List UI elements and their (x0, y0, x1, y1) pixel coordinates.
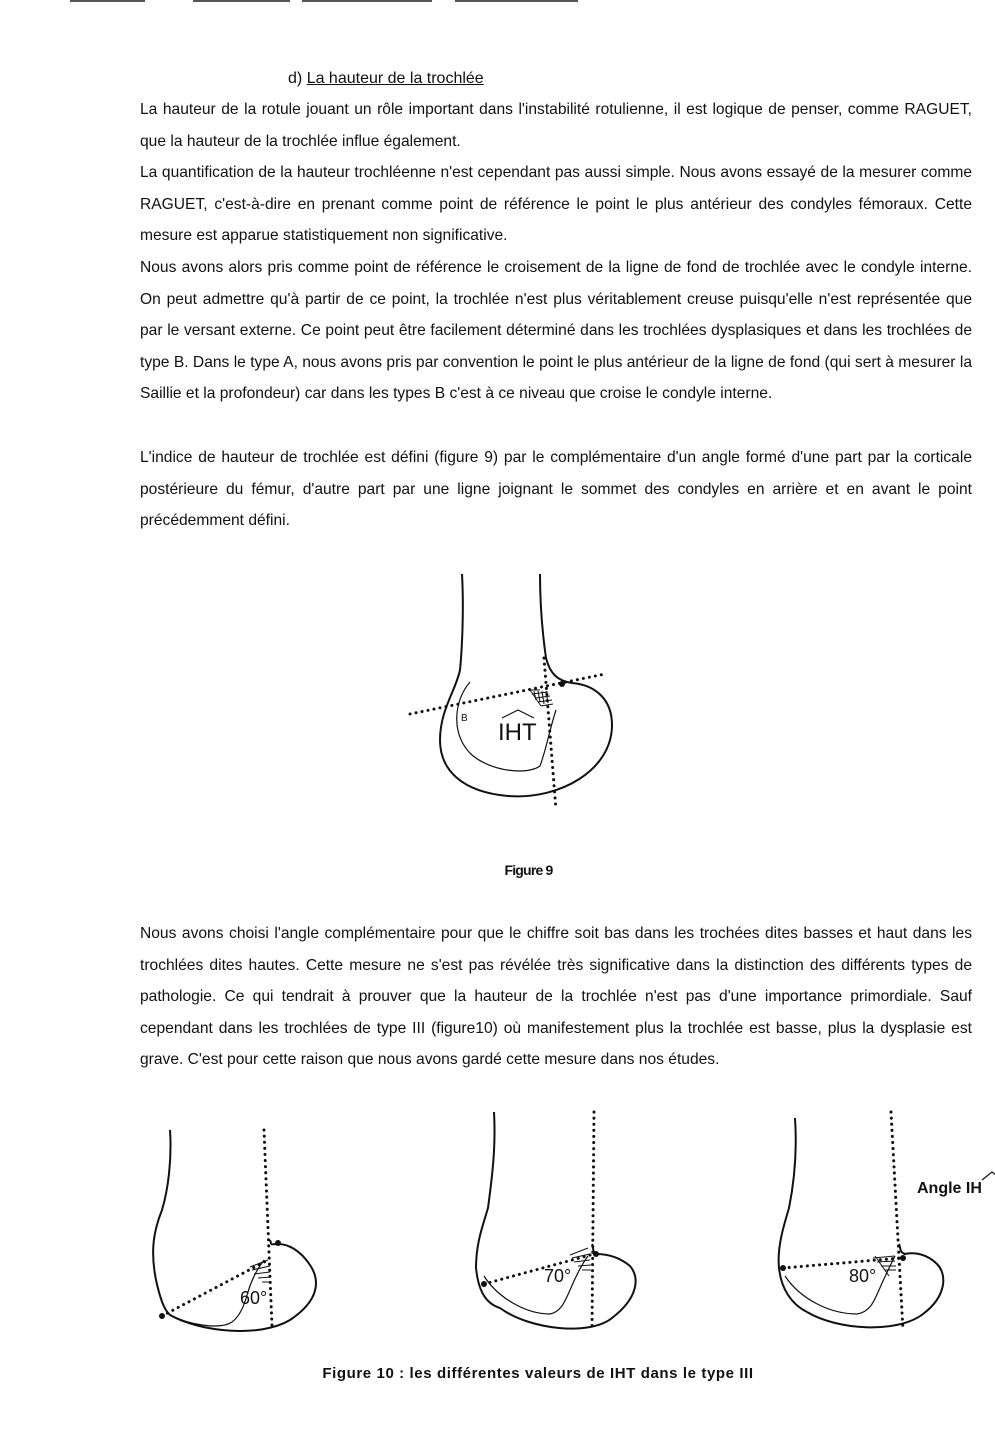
figure-9-caption: Figure 9 (504, 862, 553, 878)
cortical-dotted-line (410, 674, 605, 714)
top-rule-4 (455, 0, 578, 2)
angle-label-hat (980, 1170, 995, 1182)
figure-9-label-iht: IHT (498, 719, 537, 746)
figure-10-diagram-70 (460, 1108, 650, 1348)
paragraph-3: Nous avons alors pris comme point de référence le croisement de la ligne de fond de trochlée avec le condyle interne. On peut admettre qu'à partir de ce point, la trochlée n'est plus véritablement creuse puisqu'elle n'est représentée que par le versant externe. Ce point peut être facilement déterminé dans les trochlées dysplasiques et dans les trochlées de type B. Dans le type A, nous avons pris par convention le point le plus antérieur de la ligne de fond (qui sert à mesurer la Saillie et la profondeur) car dans les types B c'est à ce niveau que croise le condyle interne. (140, 259, 972, 403)
figure-10-caption: Figure 10 : les différentes valeurs de IHT dans le type III (322, 1365, 754, 1382)
figure-10-diagram-60 (140, 1120, 330, 1350)
top-rule-1 (70, 0, 145, 2)
figure-10-diagram-80 (765, 1108, 955, 1348)
paragraph-5: Nous avons choisi l'angle complémentaire pour que le chiffre soit bas dans les trochées dites basses et haut dans les trochlées dites hautes. Cette mesure ne s'est pas révélée très significative dans la distinction des différents types de pathologie. Ce qui tendrait à prouver que la hauteur de la trochlée n'est pas d'une importance primordiale. Sauf cependant dans les trochlées de type III (figure10) où manifestement plus la trochlée est basse, plus la dysplasie est grave. C'est pour cette raison que nous avons gardé cette mesure dans nos études. (140, 925, 972, 1069)
figure-9-label-b: B (461, 713, 468, 724)
hatched-angle (530, 690, 553, 706)
femur-condyle-outline (440, 574, 612, 796)
angle-value-70: 70° (544, 1266, 572, 1286)
paragraph-1: La hauteur de la rotule jouant un rôle important dans l'instabilité rotulienne, il est logique de penser, comme RAGUET, que la hauteur de la trochlée influe également. (140, 101, 972, 150)
top-rule-3 (302, 0, 432, 2)
top-rule-2 (193, 0, 290, 2)
paragraph-4: L'indice de hauteur de trochlée est défini (figure 9) par le complémentaire d'un angle formé d'une part par la corticale postérieure du fémur, d'autre part par une ligne joignant le sommet des condyles en arrière et en avant le point précédemment défini. (140, 449, 972, 530)
angle-value-60: 60° (240, 1288, 268, 1308)
section-title: La hauteur de la trochlée (306, 70, 484, 87)
trochlea-ground-dotted-line (544, 658, 556, 810)
angle-value-80: 80° (849, 1266, 877, 1286)
paragraph-2: La quantification de la hauteur trochléenne n'est cependant pas aussi simple. Nous avons essayé de la mesurer comme RAGUET, c'est-à-dire en prenant comme point de référence le point le plus antérieur des condyles fémoraux. Cette mesure est apparue statistiquement non significative. (140, 164, 972, 245)
reference-point (559, 681, 565, 687)
angle-iht-label: Angle IH (917, 1180, 982, 1197)
angle-hat (502, 710, 534, 718)
section-letter: d) (288, 70, 303, 87)
figure-9-diagram (400, 570, 620, 820)
section-heading (288, 70, 484, 88)
femur-shaft-posterior (440, 574, 463, 740)
